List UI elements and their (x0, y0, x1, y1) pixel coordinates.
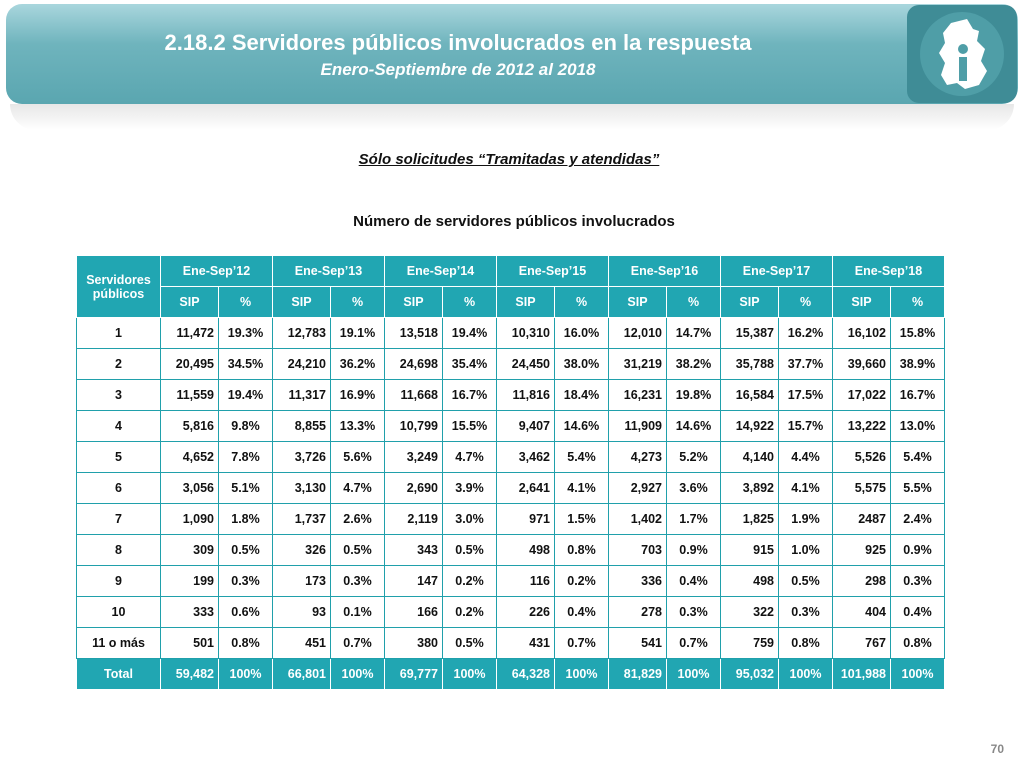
percent-cell: 4.1% (779, 473, 833, 504)
year-header: Ene-Sep’16 (609, 256, 721, 287)
percent-cell: 17.5% (779, 380, 833, 411)
percent-cell: 0.3% (779, 597, 833, 628)
percent-cell: 100% (331, 659, 385, 690)
percent-cell: 5.5% (891, 473, 945, 504)
sip-cell: 703 (609, 535, 667, 566)
sip-cell: 81,829 (609, 659, 667, 690)
sip-cell: 64,328 (497, 659, 555, 690)
sip-cell: 5,575 (833, 473, 891, 504)
sip-cell: 5,526 (833, 442, 891, 473)
sip-cell: 2,119 (385, 504, 443, 535)
percent-cell: 15.5% (443, 411, 497, 442)
percent-cell: 0.8% (779, 628, 833, 659)
percent-cell: 0.3% (219, 566, 273, 597)
row-label: 6 (77, 473, 161, 504)
percent-cell: 4.4% (779, 442, 833, 473)
sip-cell: 66,801 (273, 659, 331, 690)
percent-cell: 19.8% (667, 380, 721, 411)
percent-cell: 0.7% (331, 628, 385, 659)
sip-cell: 298 (833, 566, 891, 597)
data-table (76, 255, 945, 690)
sip-cell: 101,988 (833, 659, 891, 690)
sip-cell: 322 (721, 597, 779, 628)
percent-cell: 38.9% (891, 349, 945, 380)
sip-cell: 4,140 (721, 442, 779, 473)
sip-header: SIP (833, 287, 891, 318)
cdmx-shield-icon (907, 5, 1017, 103)
sip-cell: 10,799 (385, 411, 443, 442)
sip-cell: 199 (161, 566, 219, 597)
percent-cell: 9.8% (219, 411, 273, 442)
sip-cell: 501 (161, 628, 219, 659)
sip-cell: 431 (497, 628, 555, 659)
sip-cell: 11,317 (273, 380, 331, 411)
sip-cell: 16,231 (609, 380, 667, 411)
percent-cell: 16.7% (891, 380, 945, 411)
percent-cell: 0.2% (443, 566, 497, 597)
percent-cell: 4.1% (555, 473, 609, 504)
sip-cell: 166 (385, 597, 443, 628)
sip-cell: 309 (161, 535, 219, 566)
row-label: 7 (77, 504, 161, 535)
percent-cell: 35.4% (443, 349, 497, 380)
sip-cell: 336 (609, 566, 667, 597)
row-label: 1 (77, 318, 161, 349)
sip-cell: 10,310 (497, 318, 555, 349)
percent-cell: 2.4% (891, 504, 945, 535)
percent-cell: 0.7% (667, 628, 721, 659)
row-label: 10 (77, 597, 161, 628)
row-label: 5 (77, 442, 161, 473)
sip-cell: 2,690 (385, 473, 443, 504)
sip-cell: 343 (385, 535, 443, 566)
percent-cell: 14.6% (667, 411, 721, 442)
percent-cell: 0.7% (555, 628, 609, 659)
table-row (77, 442, 945, 473)
percent-header: % (443, 287, 497, 318)
percent-cell: 0.3% (331, 566, 385, 597)
sip-cell: 147 (385, 566, 443, 597)
percent-header: % (219, 287, 273, 318)
percent-cell: 0.9% (891, 535, 945, 566)
percent-cell: 1.7% (667, 504, 721, 535)
percent-cell: 0.9% (667, 535, 721, 566)
percent-cell: 100% (219, 659, 273, 690)
sip-cell: 24,210 (273, 349, 331, 380)
row-label: 4 (77, 411, 161, 442)
percent-cell: 15.7% (779, 411, 833, 442)
sip-cell: 13,518 (385, 318, 443, 349)
row-label: 9 (77, 566, 161, 597)
sip-cell: 16,584 (721, 380, 779, 411)
percent-header: % (667, 287, 721, 318)
sip-cell: 1,737 (273, 504, 331, 535)
sip-cell: 20,495 (161, 349, 219, 380)
percent-cell: 38.0% (555, 349, 609, 380)
sip-cell: 3,056 (161, 473, 219, 504)
percent-cell: 100% (891, 659, 945, 690)
percent-cell: 5.4% (891, 442, 945, 473)
percent-cell: 16.0% (555, 318, 609, 349)
percent-cell: 19.4% (219, 380, 273, 411)
sip-header: SIP (273, 287, 331, 318)
row-label: 3 (77, 380, 161, 411)
page-number: 70 (990, 742, 1004, 756)
sip-cell: 69,777 (385, 659, 443, 690)
sip-cell: 498 (721, 566, 779, 597)
percent-header: % (555, 287, 609, 318)
sip-cell: 5,816 (161, 411, 219, 442)
percent-cell: 100% (443, 659, 497, 690)
table-row (77, 411, 945, 442)
percent-cell: 14.6% (555, 411, 609, 442)
percent-cell: 3.9% (443, 473, 497, 504)
sip-cell: 59,482 (161, 659, 219, 690)
sip-header: SIP (497, 287, 555, 318)
sip-cell: 3,892 (721, 473, 779, 504)
percent-cell: 5.4% (555, 442, 609, 473)
percent-cell: 4.7% (443, 442, 497, 473)
sip-cell: 17,022 (833, 380, 891, 411)
percent-cell: 1.5% (555, 504, 609, 535)
year-header: Ene-Sep’18 (833, 256, 945, 287)
sip-cell: 404 (833, 597, 891, 628)
sip-cell: 13,222 (833, 411, 891, 442)
sip-cell: 39,660 (833, 349, 891, 380)
percent-cell: 37.7% (779, 349, 833, 380)
percent-header: % (891, 287, 945, 318)
sip-header: SIP (721, 287, 779, 318)
year-header: Ene-Sep’14 (385, 256, 497, 287)
page-title: 2.18.2 Servidores públicos involucrados en la respuesta (164, 30, 752, 55)
percent-cell: 100% (555, 659, 609, 690)
percent-cell: 13.3% (331, 411, 385, 442)
percent-cell: 0.4% (891, 597, 945, 628)
sip-cell: 915 (721, 535, 779, 566)
table-row (77, 535, 945, 566)
sip-cell: 11,559 (161, 380, 219, 411)
sip-cell: 2,927 (609, 473, 667, 504)
row-label: Total (77, 659, 161, 690)
table-row (77, 597, 945, 628)
sip-cell: 35,788 (721, 349, 779, 380)
sip-cell: 1,090 (161, 504, 219, 535)
percent-cell: 1.0% (779, 535, 833, 566)
percent-cell: 1.9% (779, 504, 833, 535)
sip-cell: 8,855 (273, 411, 331, 442)
table-row (77, 504, 945, 535)
page-subtitle: Enero-Septiembre de 2012 al 2018 (320, 60, 596, 79)
percent-cell: 3.6% (667, 473, 721, 504)
sip-cell: 173 (273, 566, 331, 597)
percent-cell: 18.4% (555, 380, 609, 411)
row-header: Servidores públicos (77, 256, 161, 318)
percent-cell: 13.0% (891, 411, 945, 442)
percent-cell: 0.8% (891, 628, 945, 659)
sip-cell: 759 (721, 628, 779, 659)
sip-cell: 24,450 (497, 349, 555, 380)
percent-cell: 16.7% (443, 380, 497, 411)
sip-cell: 11,472 (161, 318, 219, 349)
sip-cell: 1,402 (609, 504, 667, 535)
percent-cell: 19.1% (331, 318, 385, 349)
banner-shadow (10, 104, 1014, 130)
percent-cell: 0.5% (779, 566, 833, 597)
sip-header: SIP (385, 287, 443, 318)
section-title: Sólo solicitudes “Tramitadas y atendidas” (358, 151, 660, 168)
table-title: Número de servidores públicos involucrados (353, 213, 675, 230)
percent-cell: 5.6% (331, 442, 385, 473)
percent-cell: 19.4% (443, 318, 497, 349)
percent-cell: 100% (667, 659, 721, 690)
sip-cell: 93 (273, 597, 331, 628)
percent-cell: 0.5% (443, 535, 497, 566)
percent-cell: 0.3% (891, 566, 945, 597)
sip-header: SIP (609, 287, 667, 318)
total-row (77, 659, 945, 690)
sip-cell: 4,273 (609, 442, 667, 473)
sip-cell: 498 (497, 535, 555, 566)
percent-cell: 100% (779, 659, 833, 690)
sip-header: SIP (161, 287, 219, 318)
percent-cell: 0.6% (219, 597, 273, 628)
table-row (77, 380, 945, 411)
sip-cell: 333 (161, 597, 219, 628)
sip-cell: 1,825 (721, 504, 779, 535)
percent-cell: 0.3% (667, 597, 721, 628)
percent-cell: 19.3% (219, 318, 273, 349)
percent-cell: 36.2% (331, 349, 385, 380)
percent-cell: 0.4% (667, 566, 721, 597)
percent-cell: 0.2% (443, 597, 497, 628)
percent-cell: 2.6% (331, 504, 385, 535)
percent-cell: 16.2% (779, 318, 833, 349)
percent-cell: 4.7% (331, 473, 385, 504)
sip-cell: 3,462 (497, 442, 555, 473)
sip-cell: 541 (609, 628, 667, 659)
percent-cell: 34.5% (219, 349, 273, 380)
percent-cell: 5.2% (667, 442, 721, 473)
sip-cell: 31,219 (609, 349, 667, 380)
percent-cell: 0.1% (331, 597, 385, 628)
sip-cell: 380 (385, 628, 443, 659)
percent-cell: 0.5% (443, 628, 497, 659)
percent-cell: 1.8% (219, 504, 273, 535)
sip-cell: 767 (833, 628, 891, 659)
percent-cell: 15.8% (891, 318, 945, 349)
sip-cell: 326 (273, 535, 331, 566)
row-label: 2 (77, 349, 161, 380)
percent-cell: 38.2% (667, 349, 721, 380)
sip-cell: 24,698 (385, 349, 443, 380)
percent-cell: 0.5% (219, 535, 273, 566)
sip-cell: 2487 (833, 504, 891, 535)
sip-cell: 11,909 (609, 411, 667, 442)
sip-cell: 451 (273, 628, 331, 659)
table-row (77, 566, 945, 597)
sip-cell: 226 (497, 597, 555, 628)
sip-cell: 2,641 (497, 473, 555, 504)
percent-cell: 7.8% (219, 442, 273, 473)
row-label: 8 (77, 535, 161, 566)
table-row (77, 349, 945, 380)
sip-cell: 15,387 (721, 318, 779, 349)
percent-cell: 0.5% (331, 535, 385, 566)
percent-cell: 5.1% (219, 473, 273, 504)
sip-cell: 3,726 (273, 442, 331, 473)
sip-cell: 9,407 (497, 411, 555, 442)
sip-cell: 278 (609, 597, 667, 628)
sip-cell: 3,249 (385, 442, 443, 473)
year-header: Ene-Sep’12 (161, 256, 273, 287)
percent-cell: 3.0% (443, 504, 497, 535)
year-header: Ene-Sep’17 (721, 256, 833, 287)
sip-cell: 116 (497, 566, 555, 597)
sip-cell: 16,102 (833, 318, 891, 349)
sip-cell: 12,783 (273, 318, 331, 349)
sip-cell: 4,652 (161, 442, 219, 473)
table-row (77, 473, 945, 504)
percent-cell: 0.8% (219, 628, 273, 659)
percent-header: % (331, 287, 385, 318)
year-header: Ene-Sep’13 (273, 256, 385, 287)
sip-cell: 14,922 (721, 411, 779, 442)
percent-cell: 0.4% (555, 597, 609, 628)
sip-cell: 11,816 (497, 380, 555, 411)
table-row (77, 318, 945, 349)
year-header: Ene-Sep’15 (497, 256, 609, 287)
percent-cell: 14.7% (667, 318, 721, 349)
row-label: 11 o más (77, 628, 161, 659)
sip-cell: 95,032 (721, 659, 779, 690)
percent-cell: 0.2% (555, 566, 609, 597)
percent-cell: 16.9% (331, 380, 385, 411)
sip-cell: 925 (833, 535, 891, 566)
percent-cell: 0.8% (555, 535, 609, 566)
sip-cell: 12,010 (609, 318, 667, 349)
percent-header: % (779, 287, 833, 318)
sip-cell: 3,130 (273, 473, 331, 504)
table-row (77, 628, 945, 659)
sip-cell: 971 (497, 504, 555, 535)
sip-cell: 11,668 (385, 380, 443, 411)
